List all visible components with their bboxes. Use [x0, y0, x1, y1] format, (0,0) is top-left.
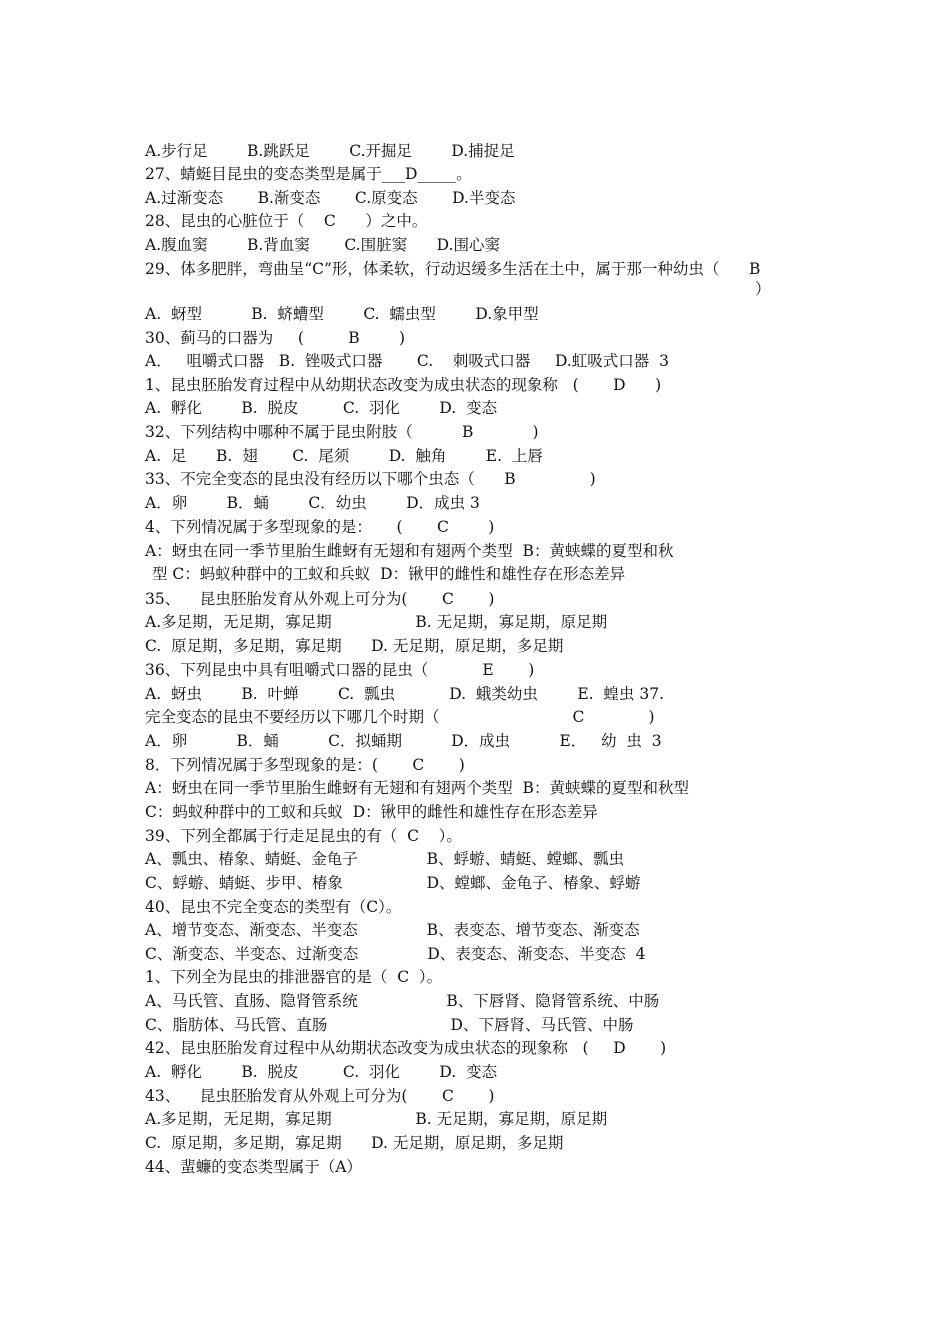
text-line: 8．下列情况属于多型现象的是：( C ) [145, 756, 465, 774]
text-line: 4、下列情况属于多型现象的是： ( C ) [145, 518, 495, 536]
text-line: 完全变态的昆虫不要经历以下哪几个时期（ C ) [145, 708, 655, 726]
text-line: C、渐变态、半变态、过渐变态 D、表变态、渐变态、半变态 4 [145, 945, 646, 963]
text-line: C. 原足期，多足期，寡足期 D. 无足期，原足期，多足期 [145, 1134, 564, 1152]
text-line: 1、昆虫胚胎发育过程中从幼期状态改变为成虫状态的现象称 ( D ) [145, 376, 662, 394]
text-line: A． 咀嚼式口器 B. 锉吸式口器 C. 刺吸式口器 D.虹吸式口器 3 [145, 352, 670, 370]
text-line: A.腹血窦 B.背血窦 C.围脏窦 D.围心窦 [145, 236, 500, 254]
text-line: 33、不完全变态的昆虫没有经历以下哪个虫态（ B ) [145, 470, 596, 488]
text-line: C：蚂蚁种群中的工蚁和兵蚁 D：锹甲的雌性和雄性存在形态差异 [145, 803, 598, 821]
text-line: 44、蜚蠊的变态类型属于（A） [145, 1158, 362, 1176]
text-line: 27、蜻蜓目昆虫的变态类型是属于___D_____。 [145, 165, 472, 183]
text-line: 35、 昆虫胚胎发育从外观上可分为( C ) [145, 590, 495, 608]
text-line: 43、 昆虫胚胎发育从外观上可分为( C ) [145, 1087, 495, 1105]
text-line: 36、下列昆虫中具有咀嚼式口器的昆虫（ E ) [145, 661, 535, 679]
text-line: 42、昆虫胚胎发育过程中从幼期状态改变为成虫状态的现象称 ( D ) [145, 1039, 667, 1057]
text-line: 1、下列全为昆虫的排泄器官的是（ C ）。 [145, 968, 443, 986]
text-line: A.步行足 B.跳跃足 C.开掘足 D.捕捉足 [145, 142, 515, 160]
text-line: 29、体多肥胖，弯曲呈“C”形，体柔软，行动迟缓多生活在土中，属于那一种幼虫（ B [145, 260, 761, 278]
text-line: A．卵 B．蛹 C．拟蛹期 D．成虫 E． 幼 虫 3 [145, 732, 662, 750]
text-line: 32、下列结构中哪种不属于昆虫附肢（ B ) [145, 423, 539, 441]
text-line: A．卵 B．蛹 C．幼虫 D．成虫 3 [145, 494, 480, 512]
text-line: A. 足 B. 翅 C. 尾须 D. 触角 E. 上唇 [145, 447, 543, 465]
text-line: C、脂肪体、马氏管、直肠 D、下唇肾、马氏管、中肠 [145, 1016, 634, 1034]
text-line: A.过渐变态 B.渐变态 C.原变态 D.半变态 [145, 189, 516, 207]
text-line: A. 蚜型 B. 蛴螬型 C. 蠕虫型 D.象甲型 [145, 305, 539, 323]
text-line: A. 孵化 B. 脱皮 C. 羽化 D. 变态 [145, 1063, 498, 1081]
text-line: 30、蓟马的口器为 ( B ) [145, 329, 406, 347]
text-line: 28、昆虫的心脏位于（ C ）之中。 [145, 212, 428, 230]
text-line: A、增节变态、渐变态、半变态 B、表变态、增节变态、渐变态 [145, 921, 640, 939]
text-line: A.多足期，无足期，寡足期 B. 无足期，寡足期，原足期 [145, 1110, 608, 1128]
text-line: 40、昆虫不完全变态的类型有（C）。 [145, 898, 402, 916]
text-line: A、马氏管、直肠、隐肾管系统 B、下唇肾、隐肾管系统、中肠 [145, 992, 660, 1010]
text-line: C. 原足期，多足期，寡足期 D. 无足期，原足期，多足期 [145, 637, 564, 655]
text-line: A.多足期，无足期，寡足期 B. 无足期，寡足期，原足期 [145, 613, 608, 631]
text-line: C、蜉蝣、蜻蜓、步甲、椿象 D、螳螂、金龟子、椿象、蜉蝣 [145, 874, 641, 892]
text-line: A：蚜虫在同一季节里胎生雌蚜有无翅和有翅两个类型 B：黄蛱蝶的夏型和秋 [145, 542, 674, 560]
text-line: A. 孵化 B. 脱皮 C. 羽化 D. 变态 [145, 399, 498, 417]
text-line: 39、下列全都属于行走足昆虫的有（ C ）。 [145, 827, 462, 845]
text-line: ） [755, 280, 771, 298]
text-line: A、瓢虫、椿象、蜻蜓、金龟子 B、蜉蝣、蜻蜓、螳螂、瓢虫 [145, 850, 625, 868]
text-line: 型 C：蚂蚁种群中的工蚁和兵蚁 D：锹甲的雌性和雄性存在形态差异 [152, 565, 626, 583]
text-line: A：蚜虫在同一季节里胎生雌蚜有无翅和有翅两个类型 B：黄蛱蝶的夏型和秋型 [145, 779, 689, 797]
text-line: A. 蚜虫 B. 叶蝉 C. 瓢虫 D. 蛾类幼虫 E. 蝗虫 37. [145, 685, 665, 703]
